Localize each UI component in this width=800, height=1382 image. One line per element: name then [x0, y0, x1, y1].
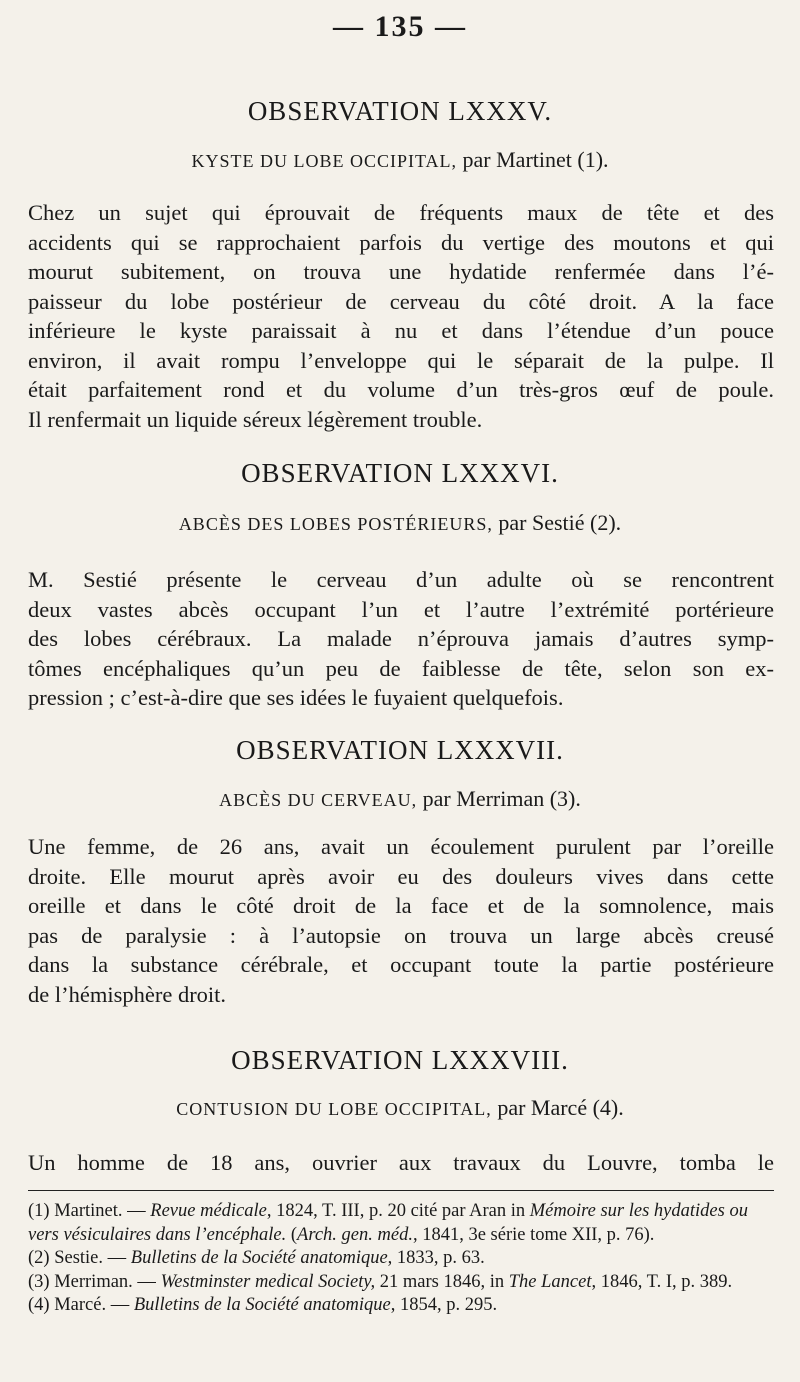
footnote-detail: , 1824, T. III, p. 20 cité par Aran in	[266, 1201, 526, 1221]
footnote-number: (2)	[28, 1248, 50, 1268]
observation-subject: KYSTE DU LOBE OCCIPITAL,	[191, 151, 458, 171]
footnote-number: (4)	[28, 1295, 50, 1315]
footnote-source: The Lancet	[508, 1271, 592, 1292]
observation-subtitle	[0, 786, 800, 812]
footnote-detail: , 1841, 3e série tome XII, p. 76).	[412, 1224, 655, 1245]
observation-subtitle	[0, 510, 800, 536]
footnote-author: Merriman. —	[54, 1271, 156, 1292]
observation-paragraph	[28, 1148, 774, 1178]
footnote-source: Revue médicale	[150, 1201, 267, 1221]
text-line: oreille et dans le côté droit de la face et de la somnolence, mais	[28, 893, 774, 918]
footnote-detail: , 1833, p. 63.	[387, 1248, 485, 1268]
footnote-detail: , 1854, p. 295.	[390, 1295, 498, 1315]
text-line: droite. Elle mourut après avoir eu des douleurs vives dans cette	[28, 863, 774, 889]
observation-paragraph	[28, 832, 774, 1009]
footnote	[28, 1200, 774, 1247]
text-line: était parfaitement rond et du volume d’un très-gros œuf de poule.	[28, 377, 774, 402]
observation-subtitle	[0, 147, 800, 173]
observation-subject: CONTUSION DU LOBE OCCIPITAL,	[176, 1099, 492, 1119]
text-line: pression ; c’est-à-dire que ses idées le fuyaient quelquefois.	[28, 685, 564, 710]
text-line: accidents qui se rapprochaient parfois du vertige des moutons et qui	[28, 229, 774, 255]
text-line: Il renfermait un liquide séreux légèrement trouble.	[28, 406, 483, 432]
footnotes	[28, 1200, 774, 1318]
observation-paragraph	[28, 565, 774, 713]
footnote-author: Sestie. —	[54, 1248, 127, 1268]
observation-title: OBSERVATION LXXXVIII.	[231, 1045, 569, 1075]
observation-title: OBSERVATION LXXXVI.	[241, 458, 559, 488]
text-line: Un homme de 18 ans, ouvrier aux travaux du Louvre, tomba le	[28, 1150, 774, 1175]
footnote-divider	[28, 1190, 774, 1191]
footnote-detail: , 1846, T. I, p. 389.	[591, 1271, 733, 1292]
observation-author: par Martinet (1).	[462, 147, 609, 172]
observation-title: OBSERVATION LXXXV.	[247, 96, 553, 126]
observation-paragraph	[28, 198, 774, 434]
text-line: des lobes cérébraux. La malade n’éprouva jamais d’autres symp-	[28, 626, 774, 651]
text-line: environ, il avait rompu l’enveloppe qui le séparait de la pulpe. Il	[28, 347, 774, 373]
observation-subtitle	[0, 1095, 800, 1121]
text-line: M. Sestié présente le cerveau d’un adulte où se rencontrent	[28, 567, 774, 592]
text-line: Chez un sujet qui éprouvait de fréquents maux de tête et des	[28, 200, 774, 225]
observation-author: par Marcé (4).	[497, 1095, 624, 1120]
footnote-number: (3)	[28, 1271, 50, 1292]
text-line: Une femme, de 26 ans, avait un écoulement purulent par l’oreille	[28, 834, 774, 859]
observation-subject: ABCÈS DU CERVEAU,	[219, 790, 418, 810]
footnote-source: Bulletins de la Société anatomique	[130, 1248, 388, 1268]
footnote-source: Mémoire sur les hydatides ou vers vésiculaires dans l’encéphale.	[28, 1201, 748, 1245]
footnote-source: Westminster medical Society,	[160, 1271, 376, 1292]
text-line: paisseur du lobe postérieur de cerveau du côté droit. A la face	[28, 288, 774, 314]
observation-author: par Merriman (3).	[422, 786, 581, 811]
footnote-author: Marcé. —	[54, 1295, 130, 1315]
text-line: inférieure le kyste paraissait à nu et dans l’étendue d’un pouce	[28, 318, 774, 343]
observation-author: par Sestié (2).	[498, 510, 622, 535]
text-line: dans la substance cérébrale, et occupant toute la partie postérieure	[28, 952, 774, 977]
text-line: mourut subitement, on trouva une hydatide renfermée dans l’é-	[28, 259, 774, 284]
footnote-source: Bulletins de la Société anatomique	[133, 1295, 391, 1315]
footnote	[28, 1247, 774, 1271]
observation-subject: ABCÈS DES LOBES POSTÉRIEURS,	[178, 514, 493, 534]
footnote	[28, 1271, 774, 1295]
footnote-detail: (	[286, 1224, 298, 1245]
footnote-author: Martinet. —	[54, 1201, 146, 1221]
text-line: de l’hémisphère droit.	[28, 981, 227, 1007]
footnote	[28, 1294, 774, 1318]
text-line: tômes encéphaliques qu’un peu de faiblesse de tête, selon son ex-	[28, 655, 774, 681]
text-line: deux vastes abcès occupant l’un et l’autre l’extrémité portérieure	[28, 596, 774, 622]
page-number: — 135 —	[333, 10, 467, 43]
observation-title: OBSERVATION LXXXVII.	[236, 735, 564, 765]
footnote-detail: 21 mars 1846, in	[375, 1271, 509, 1292]
footnote-number: (1)	[28, 1201, 50, 1221]
text-line: pas de paralysie : à l’autopsie on trouva un large abcès creusé	[28, 922, 774, 948]
footnote-source: Arch. gen. méd.	[297, 1224, 413, 1245]
